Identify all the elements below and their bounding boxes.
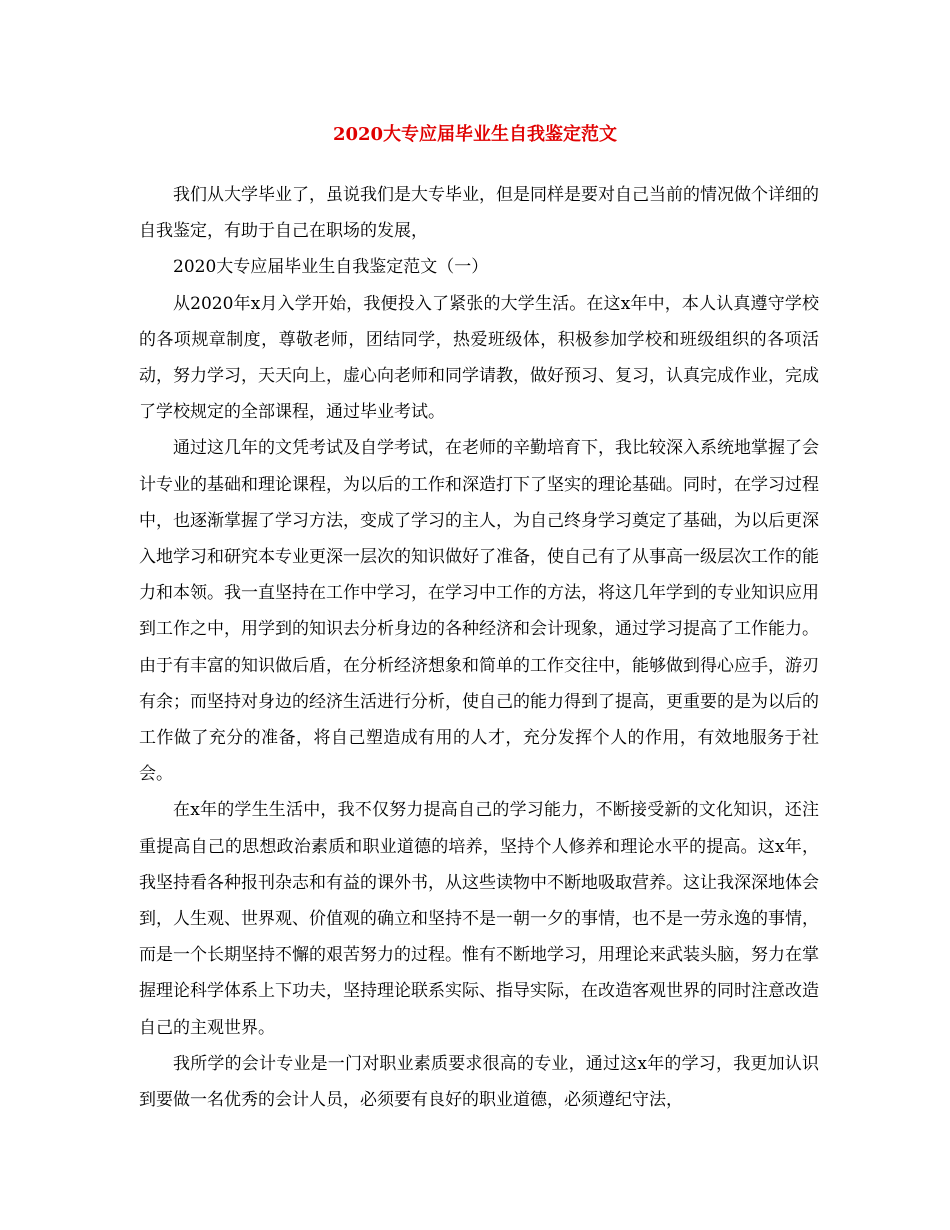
paragraph-personal-growth: 在x年的学生生活中，我不仅努力提高自己的学习能力，不断接受新的文化知识，还注重提高自己的思想政治素质和职业道德的培养，坚持个人修养和理论水平的提高。这x年，我坚持看各种报刊杂志和有益的课外书，从这些读物中不断地吸取营养。这让我深深地体会到，人生观、世界观、价值观的确立和坚持不是一朝一夕的事情，也不是一劳永逸的事情，而是一个长期坚持不懈的艰苦努力的过程。惟有不断地学习，用理论来武装头脑，努力在掌握理论科学体系上下功夫，坚持理论联系实际、指导实际，在改造客观世界的同时注意改造自己的主观世界。 bbox=[139, 800, 819, 1038]
paragraph-subtitle: 2020大专应届毕业生自我鉴定范文（一） bbox=[173, 257, 489, 278]
paragraph-accounting-ethics: 我所学的会计专业是一门对职业素质要求很高的专业，通过这x年的学习，我更加认识到要做一名优秀的会计人员，必须要有良好的职业道德，必须遵纪守法， bbox=[139, 1053, 819, 1111]
document-body bbox=[139, 177, 819, 1118]
document-title: 2020大专应届毕业生自我鉴定范文 bbox=[332, 124, 618, 145]
paragraph-intro: 我们从大学毕业了，虽说我们是大专毕业，但是同样是要对自己当前的情况做个详细的自我鉴定，有助于自己在职场的发展， bbox=[139, 185, 819, 242]
paragraph-professional-study: 通过这几年的文凭考试及自学考试，在老师的辛勤培育下，我比较深入系统地掌握了会计专业的基础和理论课程，为以后的工作和深造打下了坚实的理论基础。同时，在学习过程中，也逐渐掌握了学习方法，变成了学习的主人，为自己终身学习奠定了基础，为以后更深入地学习和研究本专业更深一层次的知识做好了准备，使自己有了从事高一级层次工作的能力和本领。我一直坚持在工作中学习，在学习中工作的方法，将这几年学到的专业知识应用到工作之中，用学到的知识去分析身边的各种经济和会计现象，通过学习提高了工作能力。由于有丰富的知识做后盾，在分析经济想象和简单的工作交往中，能够做到得心应手，游刃有余；而坚持对身边的经济生活进行分析，使自己的能力得到了提高，更重要的是为以后的工作做了充分的准备，将自己塑造成有用的人才，充分发挥个人的作用，有效地服务于社会。 bbox=[139, 438, 819, 785]
paragraph-enrollment: 从2020年x月入学开始，我便投入了紧张的大学生活。在这x年中，本人认真遵守学校的各项规章制度，尊敬老师，团结同学，热爱班级体，积极参加学校和班级组织的各项活动，努力学习，天天向上，虚心向老师和同学请教，做好预习、复习，认真完成作业，完成了学校规定的全部课程，通过毕业考试。 bbox=[139, 293, 819, 423]
